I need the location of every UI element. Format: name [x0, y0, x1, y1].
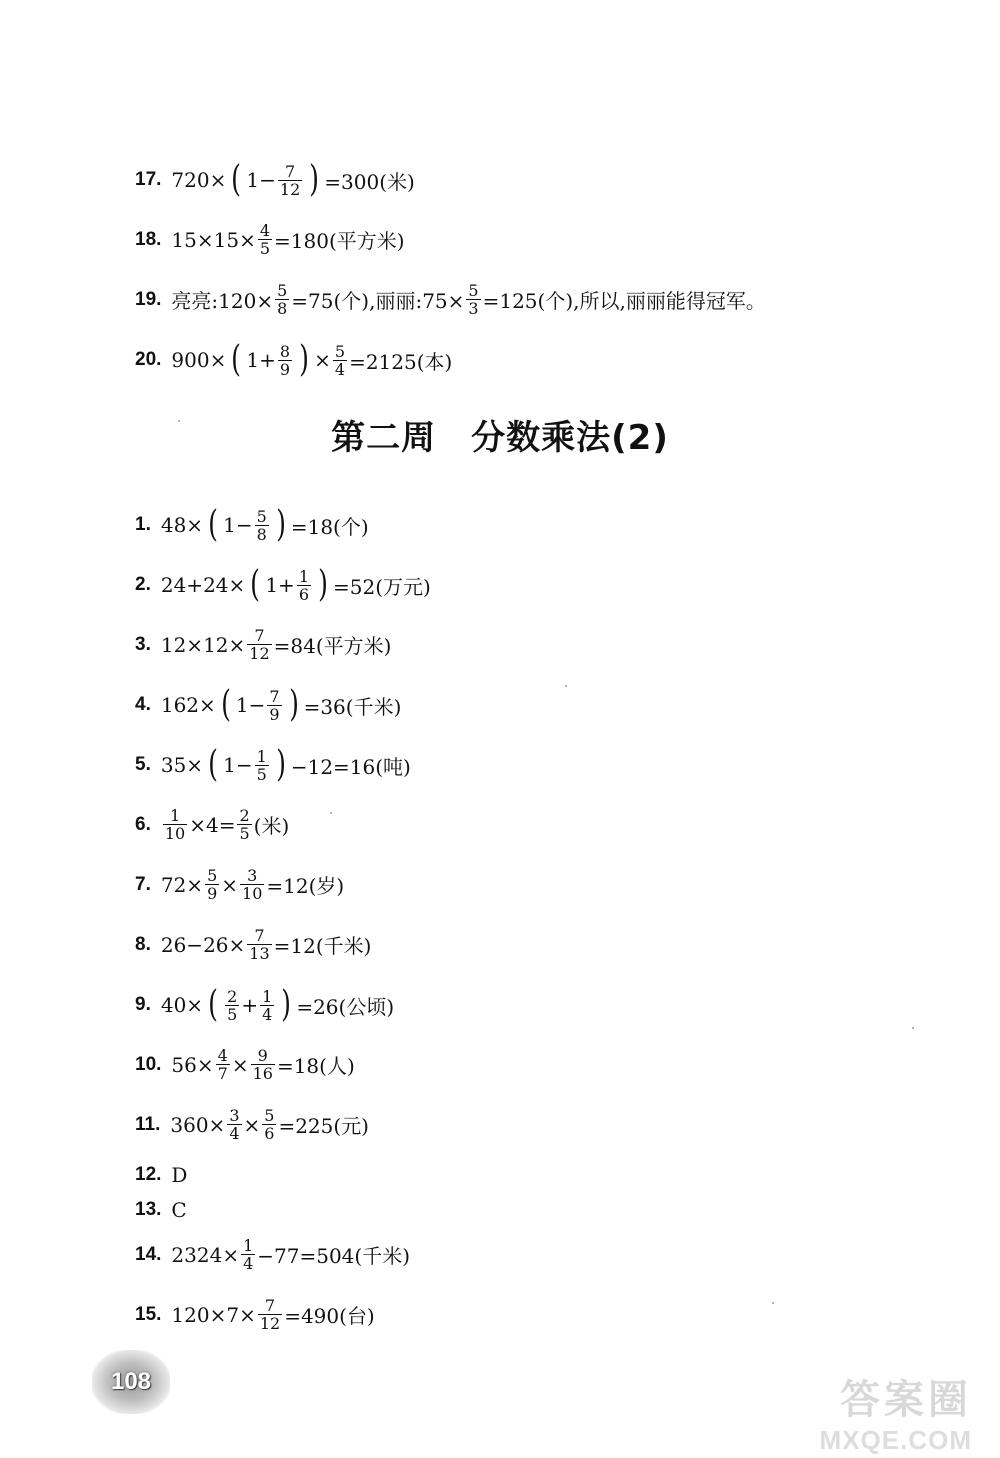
answer-number: 17.: [135, 169, 162, 190]
answer-5: [135, 744, 411, 785]
answer-number: 4.: [135, 694, 151, 715]
fraction: $\frac{5}{9}$: [207, 866, 218, 903]
expr-part: +: [241, 993, 259, 1017]
answer-6: [135, 807, 289, 842]
scan-speck: [772, 1302, 774, 1304]
expr-part: 12×12×: [160, 632, 246, 657]
expr-part: =125(个),所以,丽丽能得冠军。: [482, 289, 766, 313]
answer-number: 6.: [135, 813, 151, 835]
fraction: $\frac{2}{5}$: [239, 806, 250, 843]
answer-number: 18.: [135, 228, 162, 250]
answer-20: [135, 339, 453, 380]
expr-part: =2125(本): [349, 349, 453, 374]
expr-part: ×: [243, 1112, 261, 1137]
answer-number: 8.: [135, 933, 151, 955]
fraction: $\frac{7}{13}$: [249, 926, 270, 963]
expr-part: ×4=: [189, 812, 236, 837]
expr-part: 35×: [160, 753, 204, 777]
paren-open: (: [208, 744, 219, 785]
answer-number: 13.: [135, 1199, 162, 1220]
answer-19: [135, 282, 766, 317]
answer-3: [135, 627, 391, 662]
fraction: $\frac{7}{12}$: [249, 626, 270, 663]
fraction: $\frac{9}{16}$: [252, 1046, 273, 1083]
answer-17: [135, 159, 415, 200]
fraction: $\frac{7}{12}$: [259, 1296, 281, 1333]
expr-part: C: [171, 1198, 187, 1222]
expr-part: 1−: [246, 168, 276, 192]
paren-close: ): [318, 564, 328, 605]
expr-part: 1−: [235, 693, 266, 717]
paren-close: ): [288, 684, 299, 725]
answer-number: 5.: [135, 754, 151, 775]
expr-part: 162×: [160, 693, 216, 717]
page-number: 108: [110, 1368, 152, 1395]
expr-part: =52(万元): [333, 574, 431, 599]
paren-open: (: [250, 564, 261, 605]
expr-part: =75(个),丽丽:75×: [291, 289, 465, 313]
answer-2: [135, 564, 431, 605]
expr-part: =26(公顷): [296, 994, 395, 1019]
watermark-brand: 答案圈: [840, 1377, 972, 1423]
expr-part: 1+: [246, 348, 276, 372]
paren-close: ): [299, 339, 310, 380]
answer-number: 3.: [135, 633, 151, 655]
paren-open: (: [208, 504, 219, 545]
expr-part: =12(千米): [273, 934, 372, 958]
scan-speck: [178, 420, 180, 422]
answer-7: [135, 867, 344, 902]
answer-9: [135, 984, 395, 1025]
expr-part: 24+24×: [160, 573, 246, 597]
expr-part: 40×: [160, 993, 204, 1017]
expr-part: ×: [221, 872, 239, 897]
answer-18: [135, 222, 405, 257]
expr-part: =18(人): [276, 1054, 355, 1078]
answer-number: 14.: [135, 1243, 162, 1265]
answer-12: [135, 1163, 187, 1187]
answer-1: [135, 504, 369, 545]
fraction: $\frac{1}{5}$: [256, 746, 267, 784]
page-number-badge: [92, 1350, 170, 1414]
answer-8: [135, 927, 371, 962]
answer-number: 1.: [135, 514, 151, 535]
answer-number: 9.: [135, 994, 151, 1015]
expr-part: 1−: [223, 753, 253, 777]
expr-part: 720×: [171, 168, 227, 192]
expr-part: −12=16(吨): [290, 754, 411, 779]
scan-speck: [565, 685, 567, 687]
answer-number: 2.: [135, 574, 151, 595]
expr-part: (米): [253, 814, 290, 838]
section-title: 第二周 分数乘法(2): [331, 418, 669, 458]
expr-part: =300(米): [324, 169, 415, 194]
expr-part: 72×: [160, 872, 204, 897]
expr-part: 900×: [171, 348, 227, 372]
answer-15: [135, 1297, 375, 1332]
answer-number: 15.: [135, 1303, 162, 1325]
expr-part: =225(元): [278, 1114, 369, 1138]
paren-close: ): [309, 159, 320, 200]
fraction: $\frac{1}{6}$: [298, 566, 309, 604]
paren-open: (: [220, 684, 231, 725]
expr-part: ×: [314, 348, 331, 372]
expr-part: 2324×: [171, 1242, 240, 1267]
expr-part: 亮亮:120×: [171, 289, 274, 313]
expr-part: =18(个): [290, 514, 369, 539]
fraction: $\frac{1}{4}$: [262, 986, 273, 1024]
answer-number: 11.: [135, 1113, 161, 1135]
fraction: $\frac{5}{4}$: [334, 341, 346, 379]
fraction: $\frac{4}{7}$: [217, 1046, 228, 1083]
paren-open: (: [208, 984, 219, 1025]
answer-number: 12.: [135, 1164, 162, 1185]
fraction: $\frac{5}{8}$: [277, 281, 288, 318]
expr-part: =12(岁): [266, 874, 345, 898]
scan-speck: [330, 812, 332, 814]
watermark: [772, 1368, 972, 1455]
expr-part: =36(千米): [303, 694, 402, 719]
answer-10: [135, 1047, 355, 1082]
fraction: $\frac{1}{10}$: [164, 806, 186, 843]
expr-part: =490(台): [284, 1304, 375, 1328]
answer-11: [135, 1107, 369, 1142]
answer-4: [135, 684, 402, 725]
paren-close: ): [275, 744, 286, 785]
expr-part: 48×: [160, 513, 204, 537]
fraction: $\frac{7}{12}$: [279, 161, 301, 199]
answer-13: [135, 1198, 187, 1222]
fraction: $\frac{7}{9}$: [269, 686, 280, 724]
fraction: $\frac{1}{4}$: [243, 1236, 254, 1273]
expr-part: 360×: [170, 1112, 226, 1137]
answer-number: 10.: [135, 1053, 162, 1075]
fraction: $\frac{2}{5}$: [227, 986, 238, 1024]
watermark-url: MXQE.COM: [819, 1425, 972, 1455]
answer-number: 19.: [135, 288, 162, 310]
answer-number: 20.: [135, 349, 162, 370]
answer-number: 7.: [135, 873, 151, 895]
expr-part: D: [171, 1163, 188, 1187]
scan-speck: [912, 1027, 914, 1029]
expr-part: 1+: [265, 573, 295, 597]
paren-close: ): [281, 984, 292, 1025]
paren-open: (: [231, 159, 242, 200]
expr-part: 15×15×: [171, 227, 256, 252]
fraction: $\frac{5}{6}$: [264, 1106, 275, 1143]
fraction: $\frac{8}{9}$: [279, 341, 291, 379]
answer-14: [135, 1237, 410, 1272]
fraction: $\frac{3}{10}$: [242, 866, 263, 903]
expr-part: 26−26×: [160, 932, 246, 957]
paren-close: ): [275, 504, 286, 545]
paren-open: (: [231, 339, 242, 380]
expr-part: 56×: [171, 1052, 214, 1077]
fraction: $\frac{5}{3}$: [468, 281, 479, 318]
fraction: $\frac{5}{8}$: [256, 506, 267, 544]
expr-part: =84(平方米): [273, 634, 392, 658]
expr-part: 120×7×: [171, 1302, 256, 1327]
expr-part: =180(平方米): [274, 229, 405, 253]
fraction: $\frac{4}{5}$: [259, 221, 271, 258]
expr-part: ×: [231, 1052, 249, 1077]
expr-part: 1−: [223, 513, 253, 537]
expr-part: −77=504(千米): [257, 1244, 411, 1268]
fraction: $\frac{3}{4}$: [229, 1106, 240, 1143]
